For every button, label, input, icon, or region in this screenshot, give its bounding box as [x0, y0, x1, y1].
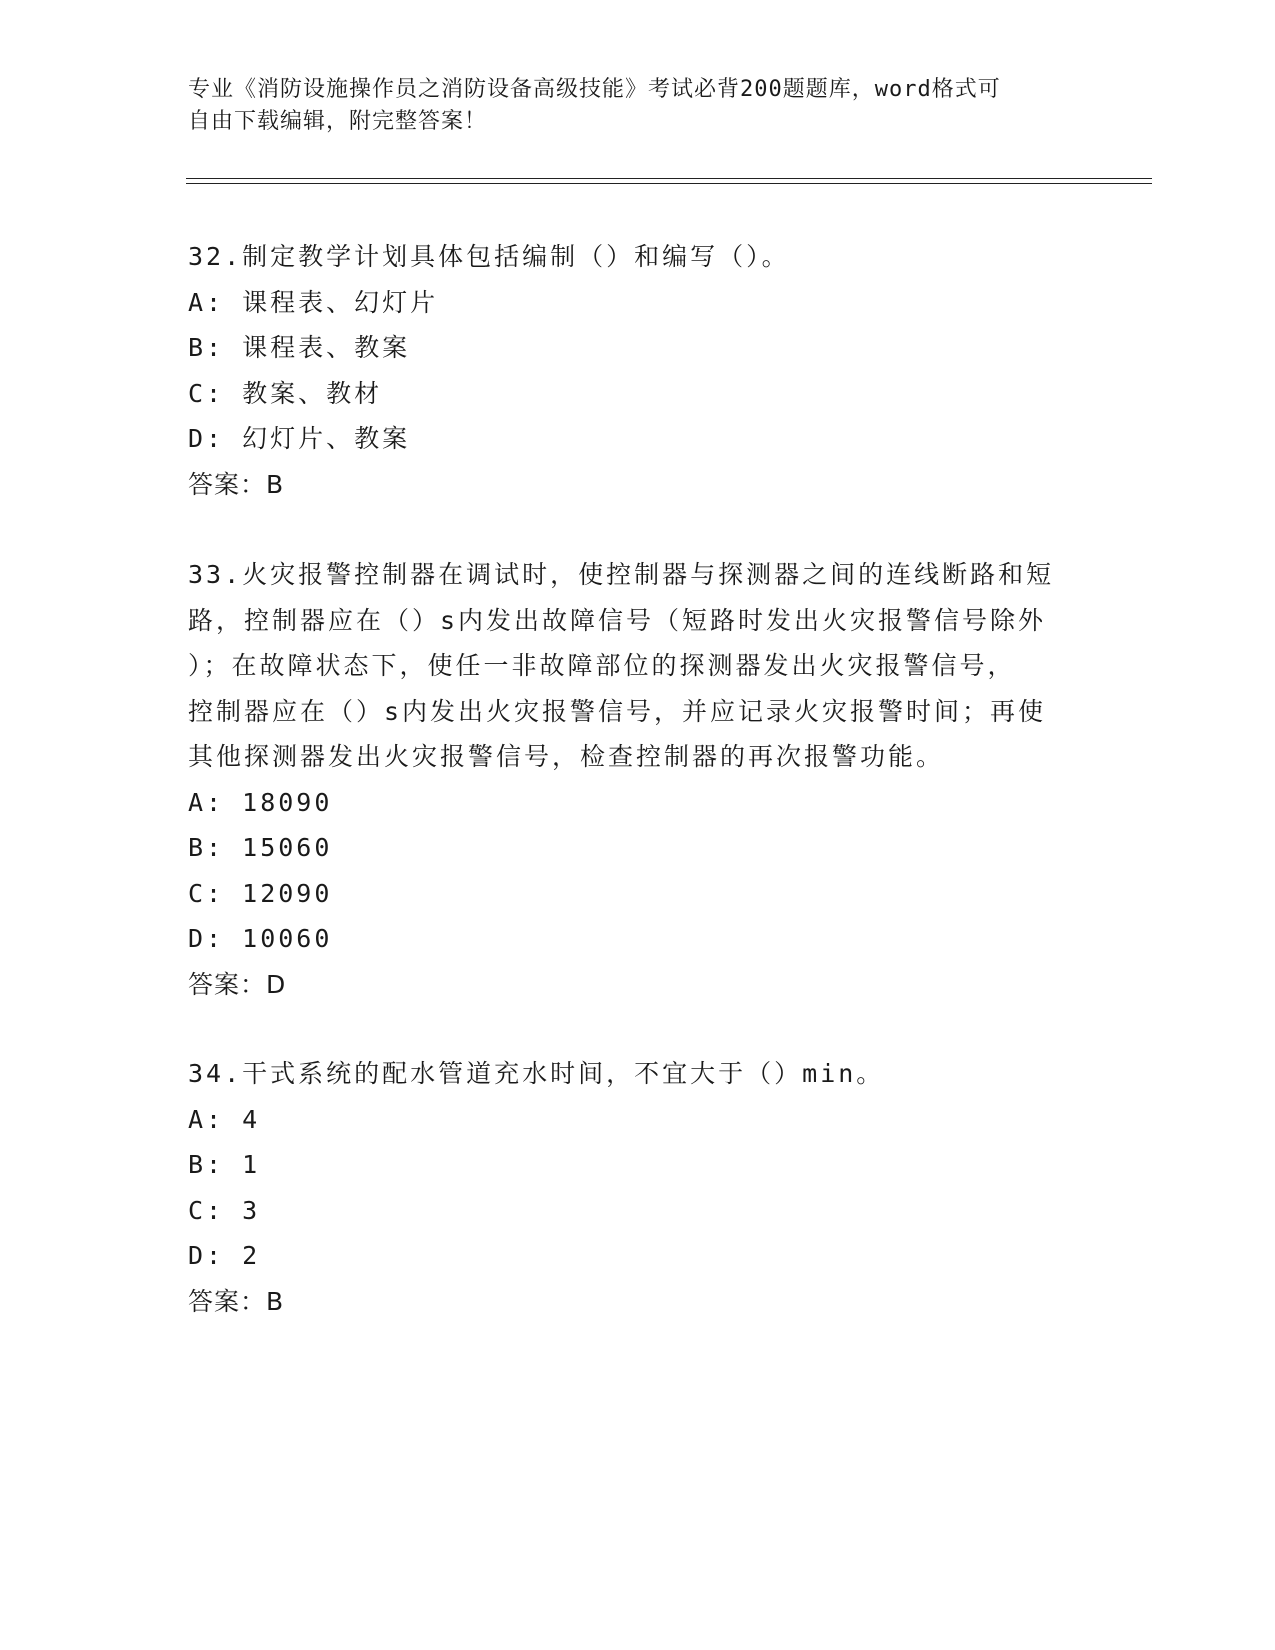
header-line-1: 专业《消防设施操作员之消防设备高级技能》考试必背200题题库，word格式可 [188, 77, 1001, 102]
answer: 答案：B [188, 1286, 285, 1316]
option-c: C: 12090 [188, 878, 333, 908]
question-32 [188, 234, 1088, 507]
question-stem-line-1: 33.火灾报警控制器在调试时，使控制器与探测器之间的连线断路和短 [188, 560, 1055, 589]
question-stem-line-2: 路，控制器应在（）s内发出故障信号（短路时发出火灾报警信号除外 [188, 605, 1047, 635]
header-divider-bottom [186, 183, 1152, 184]
option-c: C: 3 [188, 1195, 261, 1225]
option-b: B: 课程表、教案 [188, 333, 411, 362]
question-stem-line-5: 其他探测器发出火灾报警信号，检查控制器的再次报警功能。 [188, 742, 945, 771]
question-34 [188, 1051, 1088, 1324]
option-a: A: 18090 [188, 787, 333, 817]
answer: 答案：D [188, 969, 287, 999]
option-b: B: 1 [188, 1150, 261, 1179]
header-line-2: 自由下载编辑，附完整答案！ [188, 109, 488, 134]
option-a: A: 4 [188, 1104, 261, 1134]
document-header [188, 74, 1088, 138]
header-divider-top [186, 178, 1152, 179]
question-33 [188, 552, 1088, 1007]
option-c: C: 教案、教材 [188, 378, 383, 408]
question-stem-line-4: 控制器应在（）s内发出火灾报警信号，并应记录火灾报警时间；再使 [188, 696, 1047, 726]
question-stem: 32.制定教学计划具体包括编制（）和编写（）。 [188, 242, 790, 271]
option-d: D: 幻灯片、教案 [188, 424, 411, 453]
answer: 答案：B [188, 469, 285, 499]
question-stem-line-3: ）；在故障状态下，使任一非故障部位的探测器发出火灾报警信号， [188, 651, 1016, 680]
option-d: D: 2 [188, 1241, 261, 1270]
question-stem: 34.干式系统的配水管道充水时间，不宜大于（）min。 [188, 1059, 885, 1088]
option-b: B: 15060 [188, 833, 333, 862]
option-d: D: 10060 [188, 924, 333, 953]
option-a: A: 课程表、幻灯片 [188, 287, 439, 317]
